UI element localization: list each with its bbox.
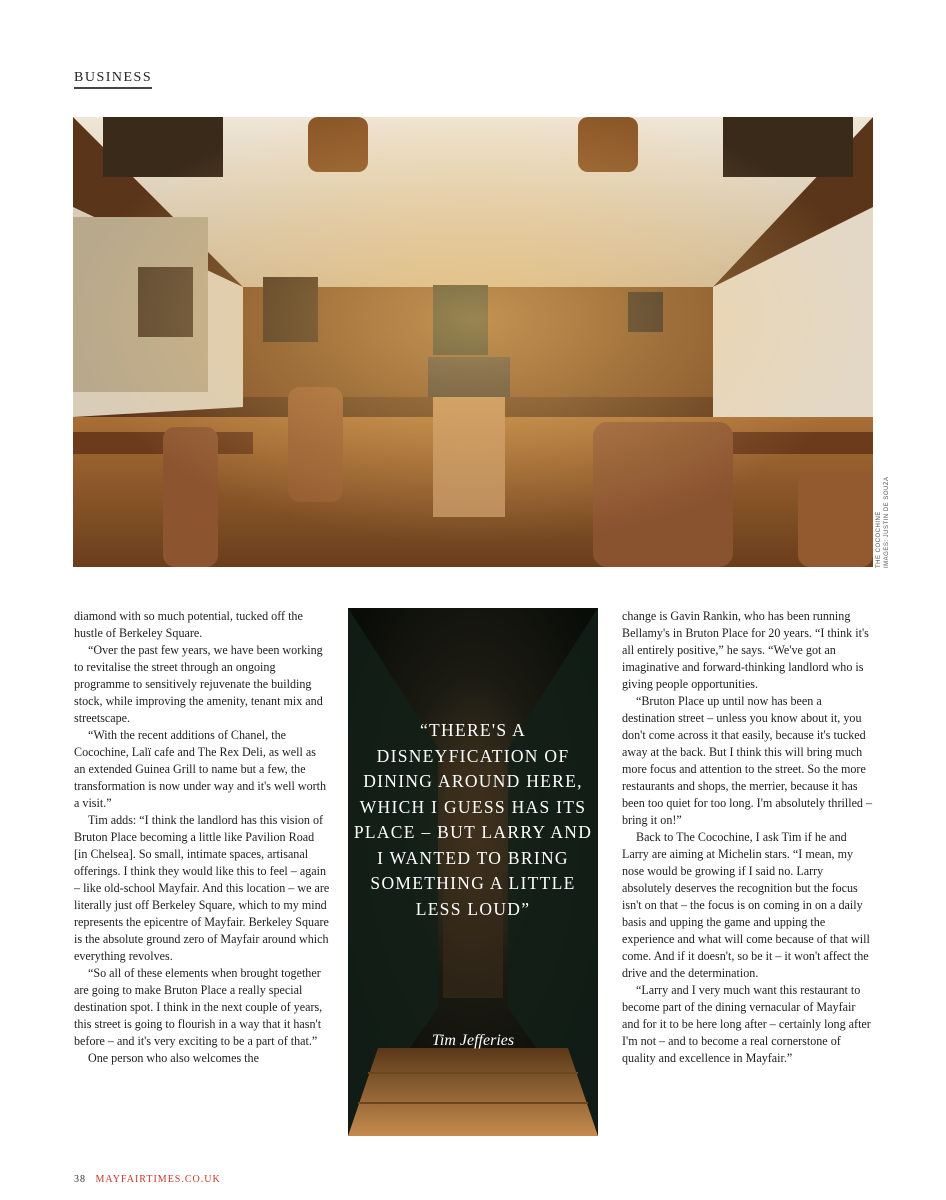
article-column-left [74,608,330,1067]
paragraph: “Over the past few years, we have been working to revitalise the street through an ongoing programme to sensitively rejuvenate the building stock, while improving the amenity, tenant mix and streetscape. [74,643,323,725]
photo-credit-title: THE COCOCHINE [876,511,882,568]
paragraph: Back to The Cocochine, I ask Tim if he and Larry are aiming at Michelin stars. “I mean, my nose would be growing if I said no. Larry absolutely deserves the recognition but the focus isn't on that – the focus is on coming in on a daily basis and upping the game and upping the experience and what will come because of that will come. And if it doesn't, so be it – it won't affect the drive and the determination. [622,830,870,980]
paragraph: “Bruton Place up until now has been a destination street – unless you know about it, you don't come across it that easily, because it's tucked away at the back. But I think this will bring much more focus and attention to the street. So the more restaurants and shops, the merrier, because it has been too quiet for too long. I'm absolutely thrilled – bring it on!” [622,694,873,827]
page-number: 38 [74,1174,86,1185]
paragraph: diamond with so much potential, tucked off the hustle of Berkeley Square. [74,609,303,640]
pull-quote-author: Tim Jefferies [431,1032,515,1049]
pull-quote-text: “THERE'S A DISNEYFICATION OF DINING AROUND HERE, WHICH I GUESS HAS ITS PLACE – BUT LARRY AND I WANTED TO BRING SOMETHING A LITTLE LESS LOUD” [353,720,593,919]
section-label: BUSINESS [74,70,152,89]
paragraph: Tim adds: “I think the landlord has this vision of Bruton Place becoming a little like Pavilion Road [in Chelsea]. So small, intimate spaces, artisanal offerings. I think they would like this to feel – again – like old-school Mayfair. And this location – we are literally just off Berkeley Square, which to my mind represents the epicentre of Mayfair. Berkeley Square is the absolute ground zero of Mayfair around which everything revolves. [74,813,330,963]
paragraph: “Larry and I very much want this restaurant to become part of the dining vernacular of Mayfair and for it to be here long after – certainly long after I'm not – and to become a real cornerstone of quality and excellence in Mayfair.” [622,983,871,1065]
page-footer [74,1174,221,1185]
paragraph: change is Gavin Rankin, who has been running Bellamy's in Bruton Place for 20 years. “I think it's all entirely positive,” he says. “We've got an imaginative and forward-thinking landlord who is giving people opportunities. [622,609,869,691]
photo-credit [875,476,891,568]
photo-credit-source: IMAGES: JUSTIN DE SOUZA [884,476,890,568]
pull-quote-panel [348,608,598,1136]
hero-restaurant-photo [73,117,873,567]
restaurant-interior-illustration [73,117,873,567]
article-column-right [622,608,874,1067]
footer-brand: MAYFAIRTIMES.CO.UK [95,1174,221,1185]
paragraph: “With the recent additions of Chanel, the Cocochine, Lalï cafe and The Rex Deli, as well as an extended Guinea Grill to name but a few, the transformation is now under way and it's well worth a visit.” [74,728,327,810]
paragraph: One person who also welcomes the [88,1051,259,1065]
paragraph: “So all of these elements when brought together are going to make Bruton Place a really special destination spot. I think in the next couple of years, this street is going to flourish in a way that it hasn't before – and it's very exciting to be a part of that.” [74,966,323,1048]
